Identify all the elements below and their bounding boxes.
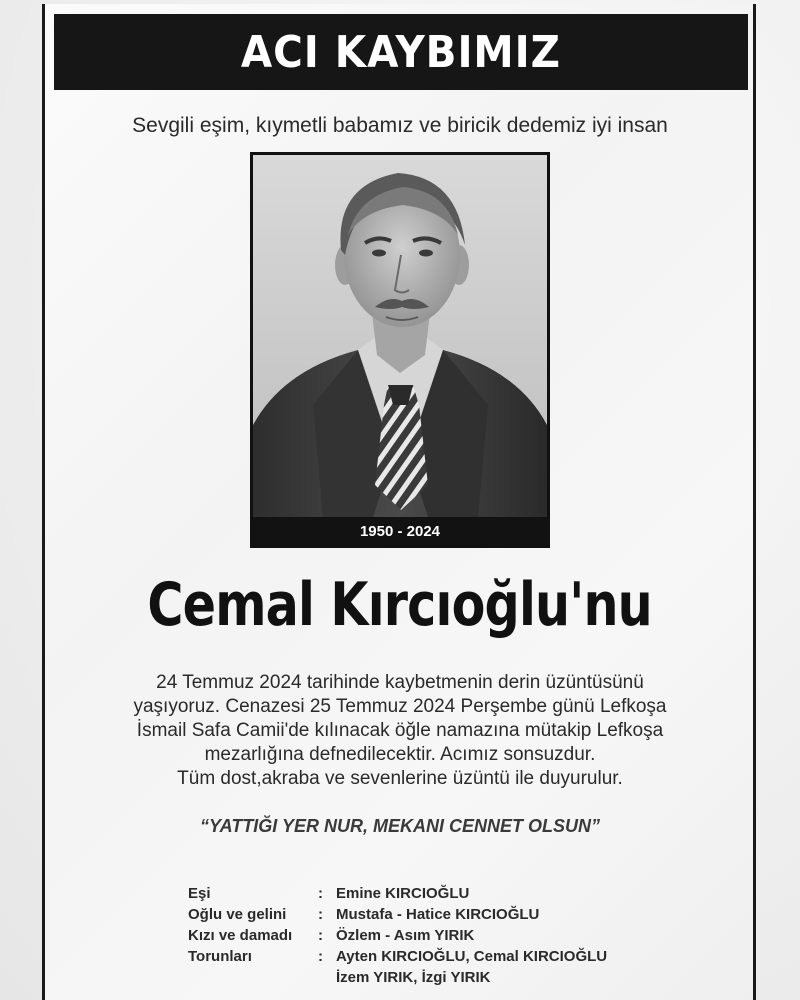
deceased-name-text: Cemal Kırcıoğlu'nu (147, 570, 653, 640)
family-row-son (188, 904, 607, 925)
family-value: İzem YIRIK, İzgi YIRIK (336, 969, 491, 986)
family-value: Mustafa - Hatice KIRCIOĞLU (336, 906, 540, 923)
family-row-daughter (188, 925, 607, 946)
intro-line: Sevgili eşim, kıymetli babamız ve biricik dedemiz iyi insan (132, 114, 668, 137)
family-value: Özlem - Asım YIRIK (336, 927, 475, 944)
family-value: Ayten KIRCIOĞLU, Cemal KIRCIOĞLU (336, 948, 608, 965)
family-label: Oğlu ve gelini (188, 906, 287, 923)
family-row-grandchildren (188, 946, 607, 967)
notice-title: ACI KAYBIMIZ (241, 26, 561, 78)
portrait-photo (250, 152, 550, 548)
family-value: Emine KIRCIOĞLU (336, 885, 470, 902)
deceased-name (0, 570, 800, 640)
family-colon: : (318, 927, 323, 944)
portrait-image (253, 155, 547, 517)
family-colon: : (318, 906, 323, 923)
family-row-grandchildren-cont (188, 967, 607, 988)
family-label: Eşi (188, 885, 211, 902)
header-bar (54, 14, 748, 90)
announcement-text (60, 671, 740, 791)
announcement-line: Tüm dost,akraba ve sevenlerine üzüntü ile duyurulur. (177, 768, 623, 789)
family-list (188, 883, 607, 988)
announcement-line: yaşıyoruz. Cenazesi 25 Temmuz 2024 Perşembe günü Lefkoşa (133, 696, 667, 717)
prayer-line: “YATTIĞI YER NUR, MEKANI CENNET OLSUN” (199, 816, 601, 836)
family-colon: : (318, 885, 323, 902)
family-row-spouse (188, 883, 607, 904)
announcement-line: 24 Temmuz 2024 tarihinde kaybetmenin derin üzüntüsünü (156, 672, 644, 693)
family-label: Torunları (188, 948, 252, 965)
life-years: 1950 - 2024 (253, 517, 547, 545)
family-label: Kızı ve damadı (188, 927, 293, 944)
announcement-line: İsmail Safa Camii'de kılınacak öğle namazına mütakip Lefkoşa (136, 720, 664, 741)
announcement-line: mezarlığına defnedilecektir. Acımız sonsuzdur. (204, 744, 596, 765)
family-colon: : (318, 948, 323, 965)
